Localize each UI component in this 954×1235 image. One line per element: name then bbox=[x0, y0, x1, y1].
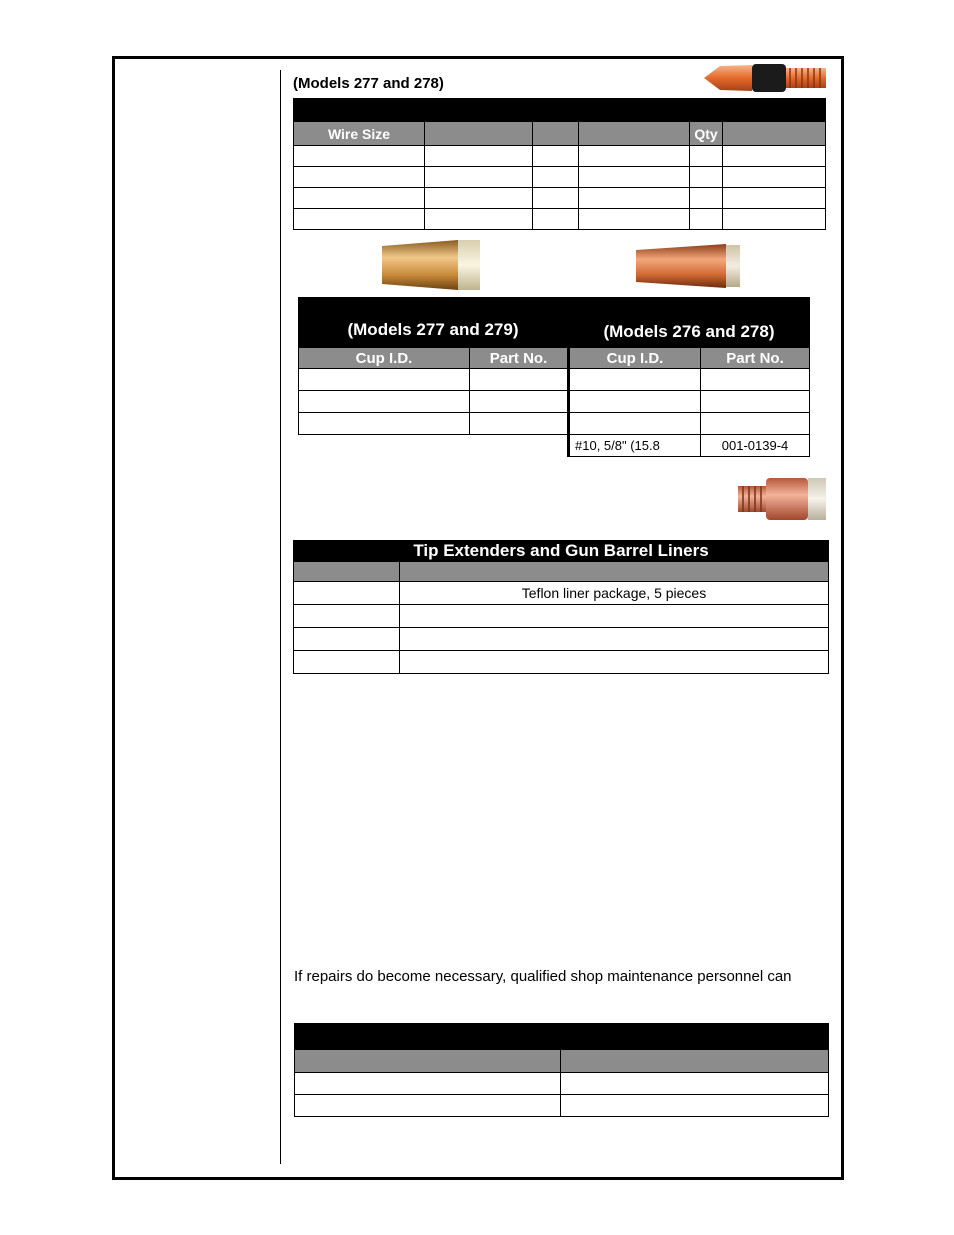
table-cell bbox=[294, 582, 400, 605]
column-divider bbox=[280, 70, 281, 1164]
table-cell bbox=[701, 391, 810, 413]
col-header bbox=[425, 122, 533, 146]
table-cell bbox=[569, 391, 701, 413]
table-cell bbox=[579, 209, 690, 230]
table-cell bbox=[690, 146, 723, 167]
table-cell bbox=[569, 413, 701, 435]
table-row bbox=[294, 209, 826, 230]
col-cup-id: Cup I.D. bbox=[299, 348, 470, 369]
col-header bbox=[294, 562, 400, 582]
table-row bbox=[569, 435, 810, 457]
nozzles-right-title: (Models 276 and 278) bbox=[603, 322, 775, 341]
contact-tip-image bbox=[700, 60, 830, 96]
brass-nozzle-image bbox=[378, 236, 486, 294]
table-cell bbox=[294, 188, 425, 209]
col-header bbox=[723, 122, 826, 146]
col-header bbox=[561, 1050, 829, 1073]
table-row bbox=[294, 605, 829, 628]
table-cell bbox=[690, 209, 723, 230]
table-cell bbox=[533, 146, 579, 167]
table-cell bbox=[425, 209, 533, 230]
col-part-no: Part No. bbox=[701, 348, 810, 369]
table-cell bbox=[400, 628, 829, 651]
table-row bbox=[294, 188, 826, 209]
table-cell: #10, 5/8" (15.8 bbox=[569, 435, 701, 457]
col-wire-size: Wire Size bbox=[294, 122, 425, 146]
extenders-table bbox=[293, 540, 829, 674]
table-cell bbox=[579, 167, 690, 188]
col-cup-id: Cup I.D. bbox=[569, 348, 701, 369]
table-cell bbox=[470, 369, 568, 391]
table-row bbox=[294, 651, 829, 674]
copper-nozzle-image bbox=[632, 240, 744, 292]
table-cell bbox=[425, 188, 533, 209]
table-cell bbox=[294, 167, 425, 188]
table-cell bbox=[690, 188, 723, 209]
table-cell bbox=[470, 413, 568, 435]
table-cell bbox=[299, 413, 470, 435]
table-cell bbox=[579, 188, 690, 209]
table-cell bbox=[579, 146, 690, 167]
table-cell bbox=[400, 605, 829, 628]
table-row bbox=[569, 391, 810, 413]
table-cell bbox=[294, 651, 400, 674]
table-cell bbox=[294, 628, 400, 651]
table-cell bbox=[723, 146, 826, 167]
table-cell bbox=[701, 413, 810, 435]
table-row bbox=[299, 391, 568, 413]
col-header bbox=[400, 562, 829, 582]
extenders-title: Tip Extenders and Gun Barrel Liners bbox=[294, 541, 829, 562]
table-row bbox=[299, 369, 568, 391]
col-header bbox=[579, 122, 690, 146]
table-cell bbox=[690, 167, 723, 188]
table-cell bbox=[561, 1073, 829, 1095]
table-cell bbox=[295, 1095, 561, 1117]
table-cell bbox=[299, 391, 470, 413]
nozzles-left-table bbox=[298, 347, 568, 435]
col-qty: Qty bbox=[690, 122, 723, 146]
nozzles-right-table bbox=[567, 347, 810, 457]
table-cell bbox=[569, 369, 701, 391]
contact-tips-title-bar bbox=[294, 99, 826, 122]
table-cell bbox=[400, 651, 829, 674]
table-row bbox=[299, 413, 568, 435]
repairs-paragraph: If repairs do become necessary, qualified shop maintenance personnel can bbox=[294, 968, 792, 985]
table-row bbox=[295, 1073, 829, 1095]
table-cell bbox=[425, 146, 533, 167]
table-cell bbox=[701, 369, 810, 391]
table-cell bbox=[294, 146, 425, 167]
table-cell bbox=[533, 167, 579, 188]
table-row bbox=[569, 413, 810, 435]
bottom-table-title-bar bbox=[295, 1024, 829, 1050]
table-cell bbox=[723, 209, 826, 230]
table-cell bbox=[299, 369, 470, 391]
tip-extender-image bbox=[734, 472, 830, 526]
table-cell: Teflon liner package, 5 pieces bbox=[400, 582, 829, 605]
nozzles-left-title: (Models 277 and 279) bbox=[347, 320, 519, 339]
table-cell bbox=[294, 209, 425, 230]
contact-tips-caption: (Models 277 and 278) bbox=[293, 75, 444, 92]
table-cell bbox=[723, 188, 826, 209]
table-cell bbox=[470, 391, 568, 413]
table-row bbox=[294, 582, 829, 605]
table-row bbox=[294, 167, 826, 188]
table-row bbox=[569, 369, 810, 391]
table-cell bbox=[295, 1073, 561, 1095]
table-row bbox=[294, 628, 829, 651]
table-row bbox=[295, 1095, 829, 1117]
table-cell bbox=[723, 167, 826, 188]
table-cell bbox=[425, 167, 533, 188]
col-header bbox=[533, 122, 579, 146]
contact-tips-table bbox=[293, 98, 826, 230]
table-cell bbox=[294, 605, 400, 628]
table-row bbox=[294, 146, 826, 167]
table-cell: 001-0139-4 bbox=[701, 435, 810, 457]
col-part-no: Part No. bbox=[470, 348, 568, 369]
col-header bbox=[295, 1050, 561, 1073]
table-cell bbox=[533, 188, 579, 209]
bottom-table bbox=[294, 1023, 829, 1117]
table-cell bbox=[561, 1095, 829, 1117]
table-cell bbox=[533, 209, 579, 230]
